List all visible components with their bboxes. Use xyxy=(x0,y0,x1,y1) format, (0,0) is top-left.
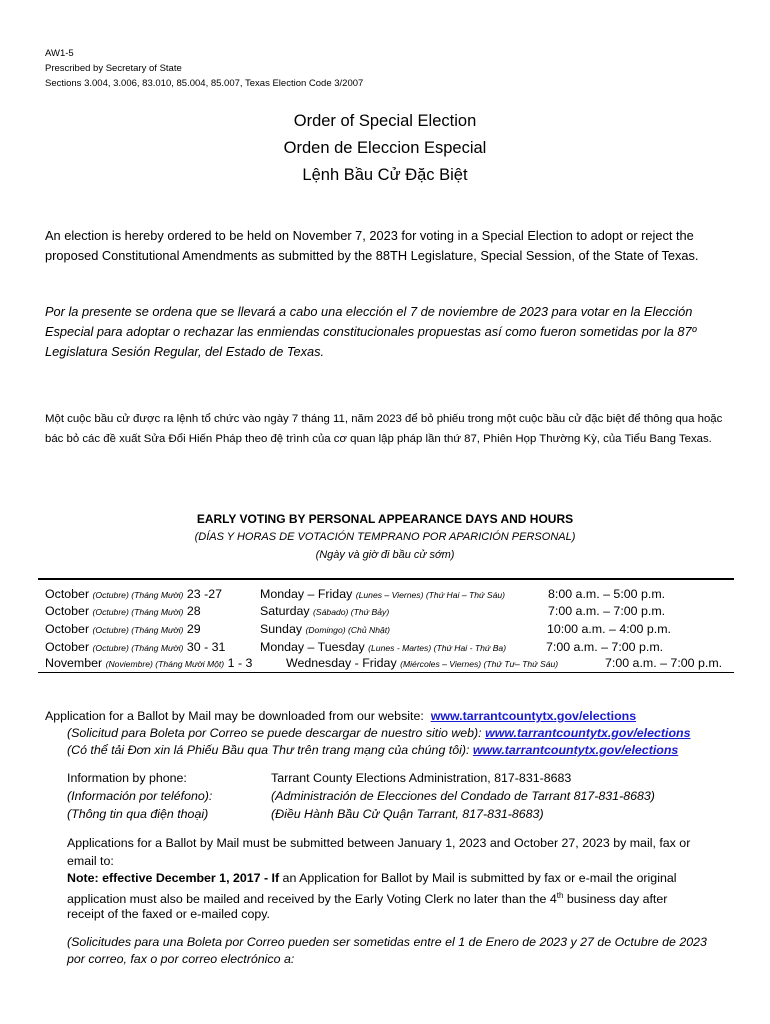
ballot-by-mail-vietnamese xyxy=(67,741,678,759)
submission-line-2: email to: xyxy=(67,854,114,868)
row-month: November xyxy=(45,656,103,670)
row-hours: 10:00 a.m. – 4:00 p.m. xyxy=(547,622,671,636)
intro-spanish: Por la presente se ordena que se llevará a cabo una elección el 7 de noviembre de 2023 para votar en la Elección Especial para adoptar o rechazar las enmiendas constitucionales propuestas así como fueron sometidas por la 87º Legislatura Sesión Regular, del Estado de Texas. xyxy=(45,304,697,359)
row-day-translation: (Sábado) (Thứ Bảy) xyxy=(313,607,390,617)
early-voting-heading-spanish: (DÍAS Y HORAS DE VOTACIÓN TEMPRANO POR APARICIÓN PERSONAL) xyxy=(194,531,576,543)
phone-label-spanish: (Información por teléfono): xyxy=(67,789,213,803)
row-month: October xyxy=(45,622,90,636)
ballot-by-mail-spanish xyxy=(67,724,691,742)
row-month: October xyxy=(45,604,90,618)
row-dates: 28 xyxy=(186,604,201,618)
note-label: Note: effective December 1, 2017 - If xyxy=(67,871,280,885)
early-voting-heading-english: EARLY VOTING BY PERSONAL APPEARANCE DAYS AND HOURS xyxy=(196,512,574,526)
row-month-translation: (Noviembre) (Tháng Mười Một) xyxy=(105,659,225,669)
ballot-by-mail-text: Application for a Ballot by Mail may be downloaded from our website: xyxy=(45,709,424,723)
row-dates: 30 - 31 xyxy=(186,640,226,654)
prescribed-by: Prescribed by Secretary of State xyxy=(45,63,182,74)
ballot-by-mail-english xyxy=(45,707,636,725)
row-day: Sunday xyxy=(260,622,303,636)
phone-value-english: Tarrant County Elections Administration, 817-831-8683 xyxy=(271,771,572,785)
row-month-translation: (Octubre) (Tháng Mười) xyxy=(92,625,184,635)
row-day-translation: (Lunes - Martes) (Thứ Hai - Thứ Ba) xyxy=(368,643,507,653)
note-superscript: th xyxy=(556,891,564,900)
code-sections: Sections 3.004, 3.006, 83.010, 85.004, 85.007, Texas Election Code 3/2007 xyxy=(45,78,364,89)
title-vietnamese: Lệnh Bầu Cử Đặc Biệt xyxy=(302,166,468,184)
title-english: Order of Special Election xyxy=(293,112,477,130)
row-day: Monday – Friday xyxy=(260,587,353,601)
early-voting-heading xyxy=(0,510,770,564)
row-day-translation: (Miércoles – Viernes) (Thứ Tư– Thứ Sáu) xyxy=(400,659,559,669)
elections-website-link-vietnamese[interactable]: www.tarrantcountytx.gov/elections xyxy=(472,743,679,757)
form-id: AW1-5 xyxy=(45,48,74,59)
row-month-translation: (Octubre) (Tháng Mười) xyxy=(92,607,184,617)
row-dates: 29 xyxy=(186,622,201,636)
table-top-rule xyxy=(38,578,734,580)
row-hours: 7:00 a.m. – 7:00 p.m. xyxy=(548,604,666,618)
ballot-by-mail-text-vietnamese: (Có thể tải Đơn xin lá Phiếu Bầu qua Thư trên trang mạng của chúng tôi): xyxy=(67,743,470,757)
elections-website-link-spanish[interactable]: www.tarrantcountytx.gov/elections xyxy=(485,726,691,740)
submission-spanish-line-2: por correo, fax o por correo electrónico a: xyxy=(67,952,295,966)
elections-website-link[interactable]: www.tarrantcountytx.gov/elections xyxy=(430,709,637,723)
page-title xyxy=(0,108,770,189)
note-text: an Application for Ballot by Mail is submitted by fax or e-mail the original xyxy=(279,871,677,885)
row-hours: 8:00 a.m. – 5:00 p.m. xyxy=(548,587,666,601)
note-line-2a: application must also be mailed and received by the Early Voting Clerk no later than the 4 xyxy=(67,892,557,907)
form-header xyxy=(45,46,363,91)
phone-value-vietnamese: (Điều Hành Bầu Cử Quận Tarrant, 817-831-8683) xyxy=(271,807,544,821)
submission-note-line-3: receipt of the faxed or e-mailed copy. xyxy=(67,907,270,921)
early-voting-heading-vietnamese: (Ngày và giờ đi bầu cử sớm) xyxy=(315,549,455,561)
submission-line-1: Applications for a Ballot by Mail must be submitted between January 1, 2023 and October 27, 2023 by mail, fax or xyxy=(67,836,691,850)
row-dates: 23 -27 xyxy=(186,587,222,601)
intro-english: An election is hereby ordered to be held on November 7, 2023 for voting in a Special Election to adopt or reject the proposed Constitutional Amendments as submitted by the 88TH Legislature, Special Session, of the State of Texas. xyxy=(45,228,699,263)
row-day-translation: (Lunes – Viernes) (Thứ Hai – Thứ Sáu) xyxy=(355,590,506,600)
row-dates: 1 - 3 xyxy=(227,656,253,670)
row-month: October xyxy=(45,640,90,654)
row-day: Wednesday - Friday xyxy=(286,656,397,670)
ballot-by-mail-text-spanish: (Solicitud para Boleta por Correo se puede descargar de nuestro sitio web): xyxy=(67,726,482,740)
phone-value-spanish: (Administración de Elecciones del Condado de Tarrant 817-831-8683) xyxy=(271,789,655,803)
row-month-translation: (Octubre) (Tháng Mười) xyxy=(92,590,184,600)
table-bottom-rule xyxy=(38,672,734,673)
phone-label-vietnamese: (Thông tin qua điện thoại) xyxy=(67,807,209,821)
row-hours: 7:00 a.m. – 7:00 p.m. xyxy=(605,656,723,670)
submission-spanish-line-1: (Solicitudes para una Boleta por Correo pueden ser sometidas entre el 1 de Enero de 2023 y 27 de Octubre de 2023 xyxy=(67,935,707,949)
row-day-translation: (Domingo) (Chủ Nhật) xyxy=(305,625,391,635)
submission-note xyxy=(67,869,677,887)
row-month: October xyxy=(45,587,90,601)
row-month-translation: (Octubre) (Tháng Mười) xyxy=(92,643,184,653)
intro-vietnamese: Một cuộc bầu cử được ra lệnh tổ chức vào ngày 7 tháng 11, năm 2023 để bỏ phiếu trong một cuộc bầu cử đặc biệt để thông qua hoặc bác bỏ các đề xuất Sửa Đổi Hiến Pháp theo đệ trình của cơ quan lập pháp lần thứ 87, Phiên Họp Thường Kỳ, của Tiểu Bang Texas. xyxy=(45,413,723,445)
row-day: Monday – Tuesday xyxy=(260,640,365,654)
note-line-2b: business day after xyxy=(563,892,668,907)
row-hours: 7:00 a.m. – 7:00 p.m. xyxy=(546,640,664,654)
title-spanish: Orden de Eleccion Especial xyxy=(283,139,487,157)
row-day: Saturday xyxy=(260,604,310,618)
phone-label-english: Information by phone: xyxy=(67,771,187,785)
